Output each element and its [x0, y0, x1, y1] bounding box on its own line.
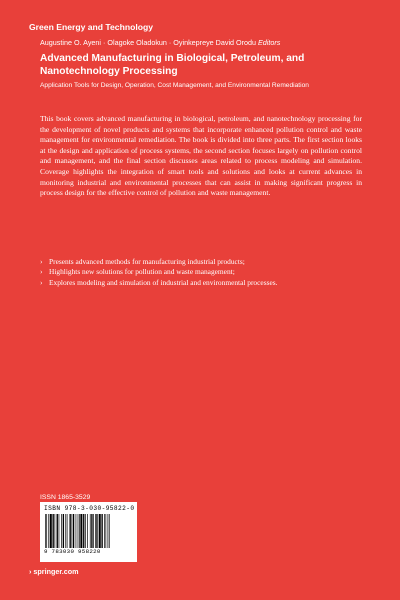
isbn-number: ISBN 978-3-030-95822-0: [44, 505, 135, 512]
isbn-barcode-box: [40, 502, 137, 562]
arrow-right-icon: ›: [29, 567, 32, 576]
editors-line: [40, 38, 280, 47]
book-subtitle: Application Tools for Design, Operation, Cost Management, and Environmental Remediation: [40, 82, 309, 89]
book-description: This book covers advanced manufacturing in biological, petroleum, and nanotechnology processing for the development of novel products and systems that incorporate enhanced pollution control and waste management for environmental remediation. The book is divided into three parts. The first section looks at the design and application of process systems, the second section focuses largely on pollution control and management, and the final section discusses areas related to process modeling and simulation. Coverage highlights the integration of smart tools and solutions and looks at current advances in monitoring industrial and environmental processes that can assist in making significant progress in process design for the effective control of pollution and waste management.: [40, 114, 362, 198]
feature-list: [40, 257, 370, 288]
barcode-icon: [44, 514, 133, 548]
publisher-url: springer.com: [33, 567, 79, 576]
barcode-digits: 9 783030 958220: [44, 548, 101, 555]
editor-names: Augustine O. Ayeni · Olagoke Oladokun · Oyinkepreye David Orodu: [40, 38, 257, 47]
book-title: Advanced Manufacturing in Biological, Petroleum, and Nanotechnology Processing: [40, 53, 305, 77]
feature-item: › Highlights new solutions for pollution and waste management;: [40, 267, 370, 277]
feature-item: › Presents advanced methods for manufacturing industrial products;: [40, 257, 370, 267]
issn-number: ISSN 1865-3529: [40, 494, 91, 501]
publisher-link[interactable]: [29, 567, 79, 576]
series-name: Green Energy and Technology: [29, 22, 153, 32]
feature-item: › Explores modeling and simulation of industrial and environmental processes.: [40, 278, 370, 288]
editors-role: Editors: [258, 38, 281, 47]
